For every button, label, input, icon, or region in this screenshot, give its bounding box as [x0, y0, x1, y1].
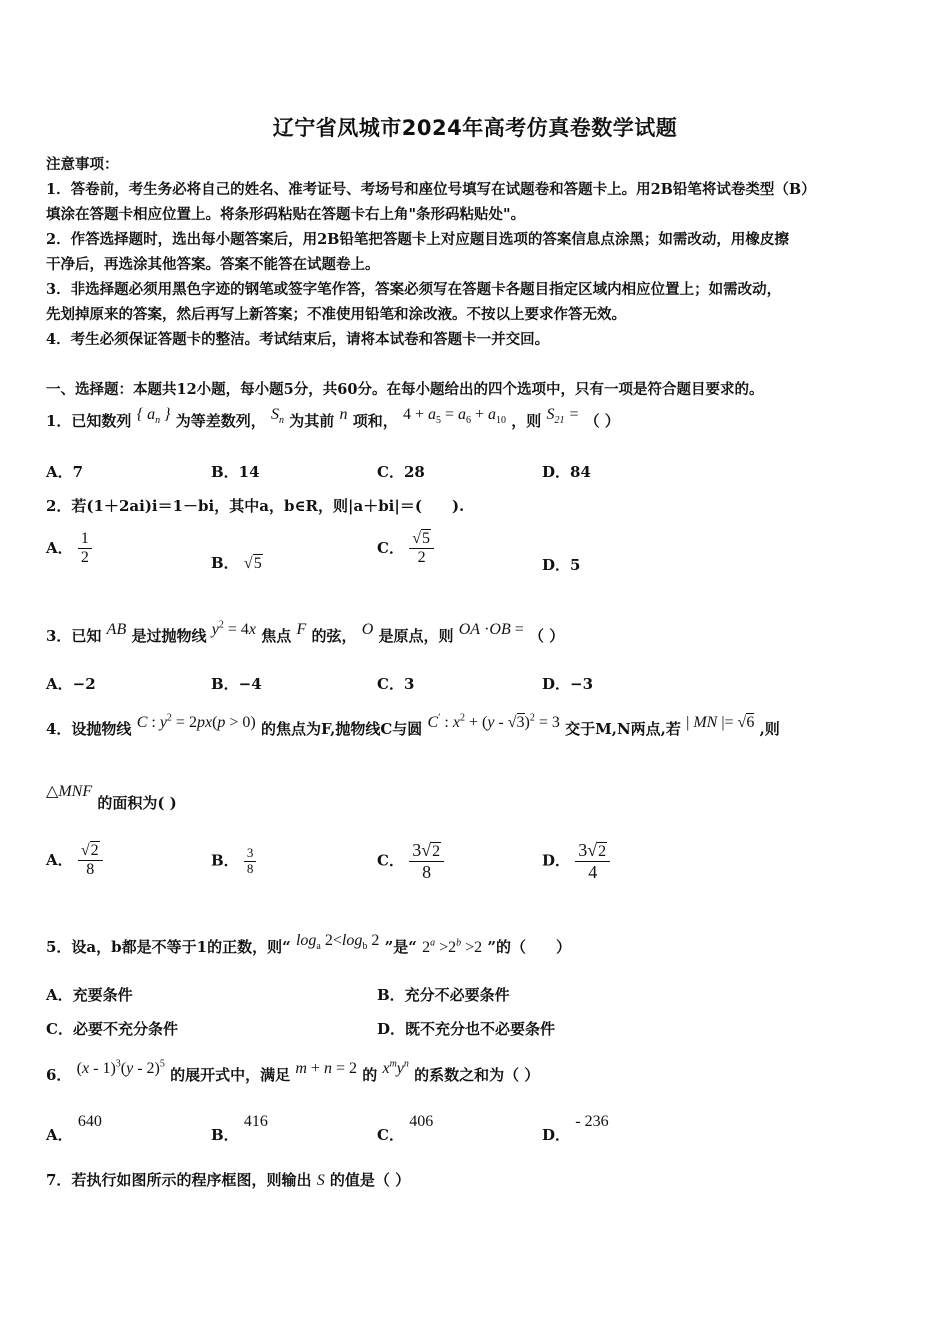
question-6: 6． (x - 1)$^3$(y - 2)$^5$ 的展开式中，满足 m + n = 2 的 $x^my^n$ 的系数之和为（ ） — [46, 1058, 540, 1084]
option-d[interactable]: D． $\frac{3√2}{4}$ — [542, 840, 610, 883]
page-title: 辽宁省凤城市2024年高考仿真卷数学试题 — [272, 116, 678, 140]
notice-line: 1．答卷前，考生务必将自己的姓名、准考证号、考场号和座位号填写在试题卷和答题卡上。用2B铅笔将试卷类型（B） — [46, 181, 816, 198]
option-b[interactable]: B． $\frac{3}{8}$ — [211, 846, 256, 877]
math-sequence-an: { $a_n$ } — [136, 406, 171, 427]
math-n: n — [339, 406, 348, 423]
fraction: $\frac{3√2}{8}$ — [409, 840, 444, 883]
math-parabola-c: C : $y^2 = 2px(p > 0)$ — [136, 712, 256, 731]
option-c[interactable]: C．必要不充分条件 — [46, 1020, 178, 1038]
option-a[interactable]: A．7 — [46, 463, 84, 481]
sqrt: √5 — [243, 555, 262, 572]
math-triangle: △MNF — [46, 783, 93, 800]
option-b[interactable]: B． √5 — [211, 554, 262, 572]
math-mn-length: | MN |= √6 — [686, 714, 755, 731]
math-expansion: (x - 1)$^3$(y - 2)$^5$ — [76, 1058, 165, 1077]
notice-line: 4．考生必须保证答题卡的整洁。考试结束后，请将本试卷和答题卡一并交回。 — [46, 331, 550, 348]
question-2: 2．若(1＋2ai)i＝1－bi，其中a，b∈R，则|a＋bi|＝( ). — [46, 497, 465, 515]
question-4-cont: △MNF 的面积为( ) — [46, 783, 177, 812]
fraction: $\frac{3}{8}$ — [244, 846, 257, 877]
math-dot-product: OA ·OB = — [458, 621, 524, 638]
option-b[interactable]: B．14 — [211, 463, 260, 481]
option-d[interactable]: D．5 — [542, 556, 581, 574]
option-d[interactable]: D．既不充分也不必要条件 — [377, 1020, 556, 1038]
math-term: $x^my^n$ — [382, 1058, 409, 1077]
option-c[interactable]: C． $\frac{√5}{2}$ — [377, 530, 434, 568]
math-s21: $S_{21}$ = — [546, 406, 580, 427]
math-log-compare: $\log_a 2<\log_b$ 2 — [295, 932, 380, 953]
notice-line: 2．作答选择题时，选出每小题答案后，用2B铅笔把答题卡上对应题目选项的答案信息点涂黑；如需改动，用橡皮擦 — [46, 231, 789, 248]
math-equation: $4 + a_5 = a_6 + a_{10}$ — [402, 406, 507, 427]
math-f: F — [296, 621, 307, 638]
math-power-compare: $2^a >2^b >2$ — [422, 937, 483, 956]
math-o: O — [361, 621, 374, 638]
fraction: $\frac{1}{2}$ — [78, 530, 92, 568]
option-d[interactable]: D． - 236 — [542, 1113, 609, 1144]
question-1: 1．已知数列 { $a_n$ } 为等差数列， $S_n$ 为其前 n 项和， $4 + a_5 = a_6 + a_{10}$ ，则 $S_{21}$ = （ ） — [46, 406, 620, 430]
option-b[interactable]: B． 416 — [211, 1113, 268, 1144]
question-5: 5．设a，b都是不等于1的正数，则“ $\log_a 2<\log_b$ 2 ”是“ $2^a >2^b >2$ ”的（ ） — [46, 932, 572, 956]
option-a[interactable]: A．充要条件 — [46, 986, 133, 1004]
notice-line: 干净后，再选涂其他答案。答案不能答在试题卷上。 — [46, 256, 380, 273]
question-3: 3．已知 AB 是过抛物线 $y^2 = 4x$ 焦点 F 的弦， O 是原点，则 OA ·OB = （ ） — [46, 619, 565, 645]
option-a[interactable]: A． 640 — [46, 1113, 102, 1144]
math-parabola: $y^2 = 4x$ — [211, 619, 256, 638]
notice-heading: 注意事项： — [46, 156, 119, 173]
option-c[interactable]: C．28 — [377, 463, 425, 481]
section-heading: 一、选择题：本题共12小题，每小题5分，共60分。在每小题给出的四个选项中，只有一项是符合题目要求的。 — [46, 381, 764, 398]
option-a[interactable]: A． $\frac{1}{2}$ — [46, 530, 92, 568]
option-c[interactable]: C． 406 — [377, 1113, 434, 1144]
notice-line: 先划掉原来的答案，然后再写上新答案；不准使用铅笔和涂改液。不按以上要求作答无效。 — [46, 306, 626, 323]
math-s: S — [316, 1172, 325, 1189]
notice-line: 3．非选择题必须用黑色字迹的钢笔或签字笔作答，答案必须写在答题卡各题目指定区域内相应位置上；如需改动， — [46, 281, 782, 298]
question-4: 4．设抛物线 C : $y^2 = 2px(p > 0)$ 的焦点为F,抛物线C与圆 C′ : $x^2 + (y - √3)^2 = 3$ 交于M,N两点,若 | MN |= √6 ,则 — [46, 712, 780, 738]
math-circle: C′ : $x^2 + (y - √3)^2 = 3$ — [427, 712, 560, 731]
question-7: 7．若执行如图所示的程序框图，则输出 S 的值是（ ） — [46, 1171, 411, 1189]
option-c[interactable]: C． $\frac{3√2}{8}$ — [377, 840, 444, 883]
option-a[interactable]: A．−2 — [46, 675, 96, 693]
math-ab: AB — [106, 621, 127, 638]
math-sn: $S_n$ — [270, 406, 284, 427]
option-a[interactable]: A． $\frac{√2}{8}$ — [46, 842, 103, 880]
math-condition: m + n = 2 — [295, 1060, 357, 1077]
option-d[interactable]: D．−3 — [542, 675, 594, 693]
fraction: $\frac{√2}{8}$ — [78, 842, 103, 880]
option-b[interactable]: B．充分不必要条件 — [377, 986, 510, 1004]
notice-line: 填涂在答题卡相应位置上。将条形码粘贴在答题卡右上角"条形码粘贴处"。 — [46, 206, 526, 223]
option-d[interactable]: D．84 — [542, 463, 591, 481]
option-c[interactable]: C．3 — [377, 675, 415, 693]
fraction: $\frac{3√2}{4}$ — [575, 840, 610, 883]
option-b[interactable]: B．−4 — [211, 675, 262, 693]
fraction: $\frac{√5}{2}$ — [409, 530, 434, 568]
